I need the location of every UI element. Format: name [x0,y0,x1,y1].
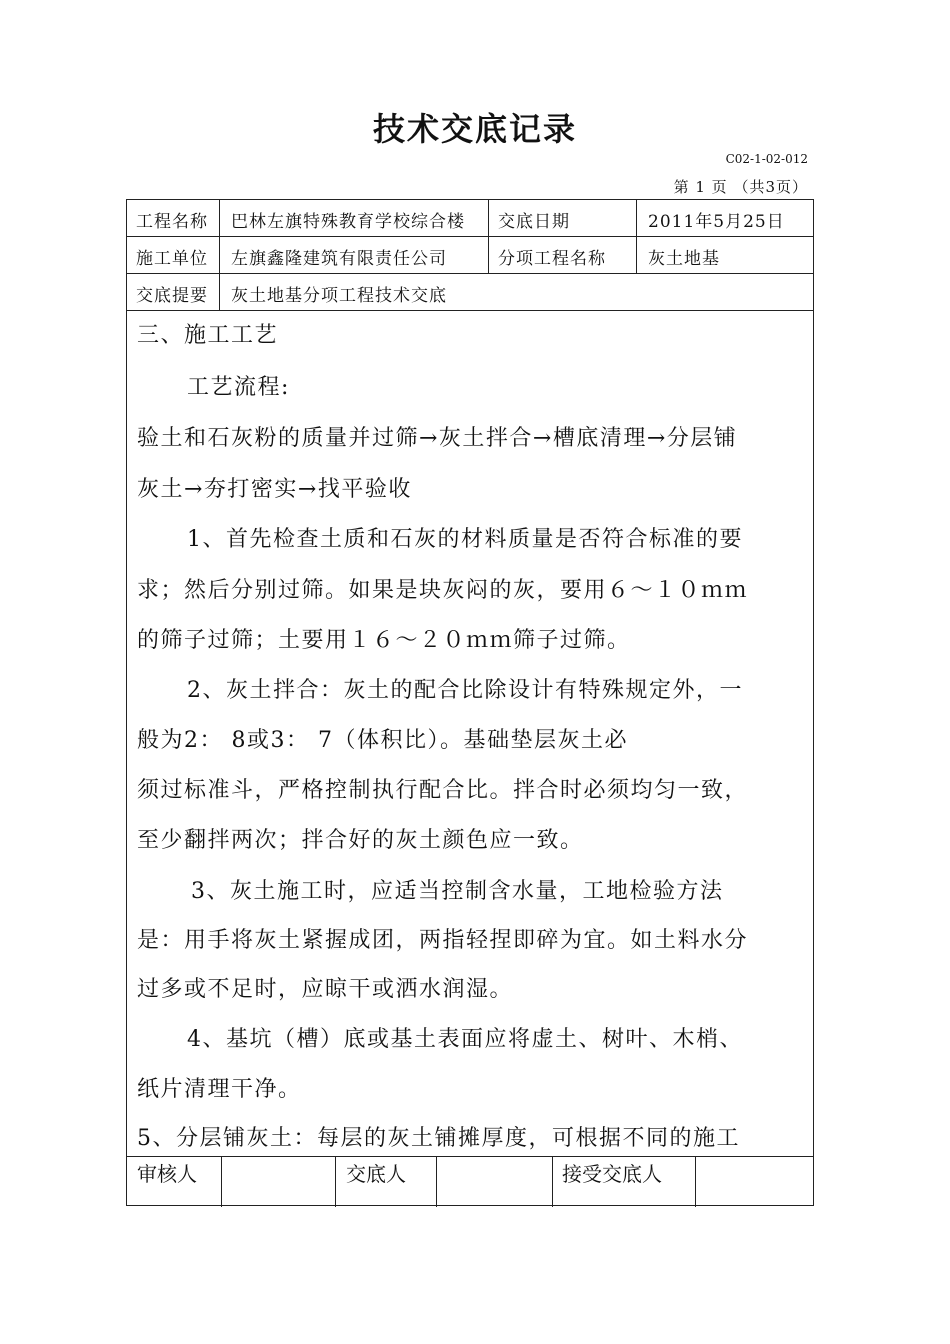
content-line: 般为2： 8或3： 7（体积比）。基础垫层灰土必 [137,728,628,753]
col-divider [636,200,637,273]
disclosure-date-label: 交底日期 [498,212,570,232]
disclosure-form [126,199,814,1206]
col-divider [695,1156,696,1207]
content-line: 须过标准斗，严格控制执行配合比。拌合时必须均匀一致， [137,778,749,803]
col-divider [221,1156,222,1207]
disclosure-date-value: 2011年5月25日 [648,212,785,232]
discloser-label: 交底人 [346,1162,406,1186]
content-line: 工艺流程: [187,375,290,400]
content-line: 4、基坑（槽）底或基土表面应将虚土、树叶、木梢、 [187,1027,743,1052]
content-line: 纸片清理干净。 [137,1077,302,1102]
content-line: 是：用手将灰土紧握成团，两指轻捏即碎为宜。如土料水分 [137,928,749,953]
section-heading: 三、施工工艺 [137,323,279,348]
col-divider [335,1156,336,1207]
content-line: 验土和石灰粉的质量并过筛→灰土拌合→槽底清理→分层铺 [137,426,738,451]
receiver-label: 接受交底人 [562,1162,662,1186]
content-line: 灰土→夯打密实→找平验收 [137,477,412,502]
col-divider [219,200,220,310]
row-divider [127,1156,813,1157]
content-line: 1、首先检查土质和石灰的材料质量是否符合标准的要 [187,527,743,552]
row-divider [127,310,813,311]
project-name-value: 巴林左旗特殊教育学校综合楼 [231,212,465,232]
content-line: 至少翻拌两次；拌合好的灰土颜色应一致。 [137,828,584,853]
content-line: 的筛子过筛；土要用１６～２０ｍｍ筛子过筛。 [137,628,631,653]
content-line: 5、分层铺灰土：每层的灰土铺摊厚度，可根据不同的施工 [137,1126,740,1151]
subproject-label: 分项工程名称 [498,249,606,269]
col-divider [436,1156,437,1207]
col-divider [552,1156,553,1207]
content-line: 过多或不足时，应晾干或洒水润湿。 [137,977,514,1002]
contractor-label: 施工单位 [136,249,208,269]
page-title: 技术交底记录 [372,110,577,148]
row-divider [127,273,813,274]
project-name-label: 工程名称 [136,212,208,232]
summary-value: 灰土地基分项工程技术交底 [231,286,447,306]
content-line: 2、灰土拌合：灰土的配合比除设计有特殊规定外，一 [187,678,743,703]
content-line: 求；然后分别过筛。如果是块灰闷的灰，要用６～１０ｍｍ [137,578,749,603]
page-number: 第 1 页 （共3页） [673,178,808,196]
row-divider [127,236,813,237]
subproject-value: 灰土地基 [648,249,720,269]
content-line: 3、灰土施工时，应适当控制含水量，工地检验方法 [191,879,724,904]
contractor-value: 左旗鑫隆建筑有限责任公司 [231,249,447,269]
reviewer-label: 审核人 [137,1162,197,1186]
summary-label: 交底提要 [136,286,208,306]
form-code: C02-1-02-012 [725,152,808,166]
col-divider [488,200,489,273]
